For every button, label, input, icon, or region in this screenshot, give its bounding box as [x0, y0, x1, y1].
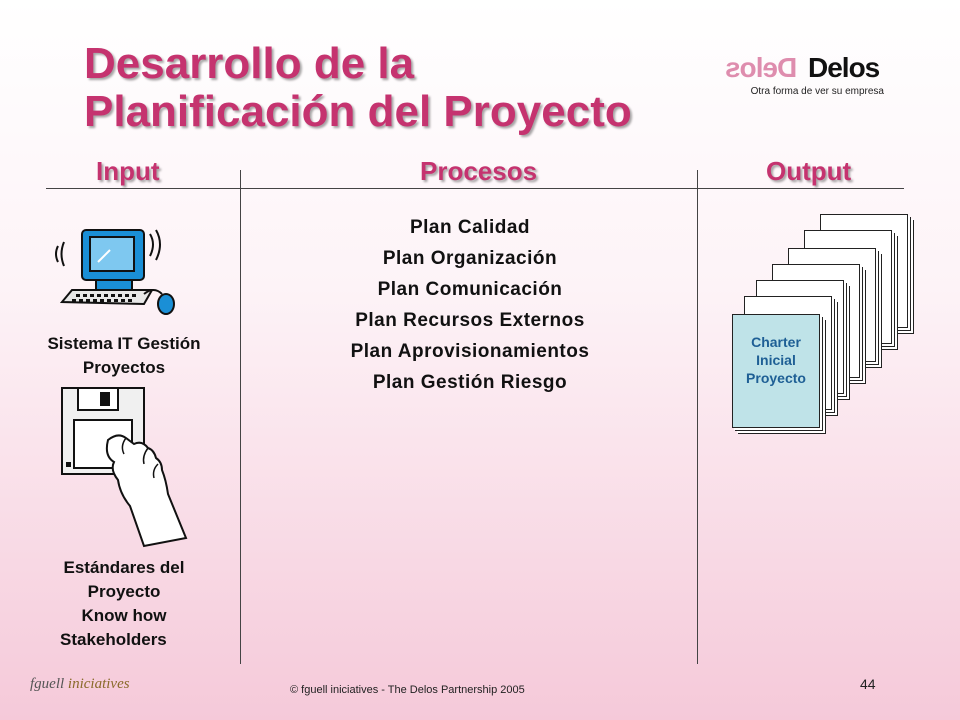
- charter-document-label: [733, 333, 819, 387]
- disk-label-line3: Know how: [81, 606, 167, 625]
- process-item: Plan Aprovisionamientos: [350, 341, 590, 362]
- footer-brand-part2: iniciatives: [67, 676, 130, 692]
- page-title-line1: Desarrollo de la: [84, 39, 415, 88]
- computer-label-line2: Proyectos: [82, 358, 166, 377]
- column-divider-right: [697, 170, 698, 664]
- logo-brand-text: Delos: [808, 52, 880, 83]
- footer-brand: [30, 676, 130, 693]
- process-item: Plan Organización: [382, 248, 558, 269]
- disk-label-line1: Estándares del: [63, 558, 185, 577]
- disk-label-line2: Proyecto: [87, 582, 161, 601]
- computer-label-line1: Sistema IT Gestión: [47, 334, 201, 353]
- page-title: [84, 40, 632, 136]
- computer-label: [24, 332, 224, 380]
- footer-brand-part1: fguell: [30, 676, 65, 692]
- disk-label-line4: Stakeholders: [60, 630, 167, 649]
- output-document-stack: [728, 214, 918, 430]
- page-number: 44: [860, 676, 876, 692]
- column-divider-left: [240, 170, 241, 664]
- process-item: Plan Recursos Externos: [355, 310, 585, 331]
- charter-line2: Inicial: [756, 352, 796, 368]
- column-header-input: Input: [96, 156, 160, 186]
- process-item: Plan Calidad: [409, 217, 531, 238]
- column-header-procesos: Procesos: [420, 156, 538, 186]
- disk-label: [24, 556, 224, 652]
- delos-logo: [720, 52, 890, 100]
- page-title-line2: Planificación del Proyecto: [84, 87, 632, 136]
- charter-document: [732, 314, 820, 428]
- floppy-disk-hand-icon: [60, 386, 190, 542]
- computer-icon: [52, 224, 188, 324]
- logo-tagline: Otra forma de ver su empresa: [750, 86, 884, 97]
- footer-copyright: © fguell iniciatives - The Delos Partnership 2005: [290, 684, 525, 696]
- column-header-output: Output: [766, 156, 852, 186]
- process-item: Plan Gestión Riesgo: [372, 372, 568, 393]
- process-list: [300, 212, 640, 398]
- charter-line1: Charter: [751, 334, 801, 350]
- charter-line3: Proyecto: [746, 370, 806, 386]
- header-divider: [46, 188, 904, 189]
- logo-mirror-text: Delos: [726, 52, 798, 83]
- process-item: Plan Comunicación: [377, 279, 563, 300]
